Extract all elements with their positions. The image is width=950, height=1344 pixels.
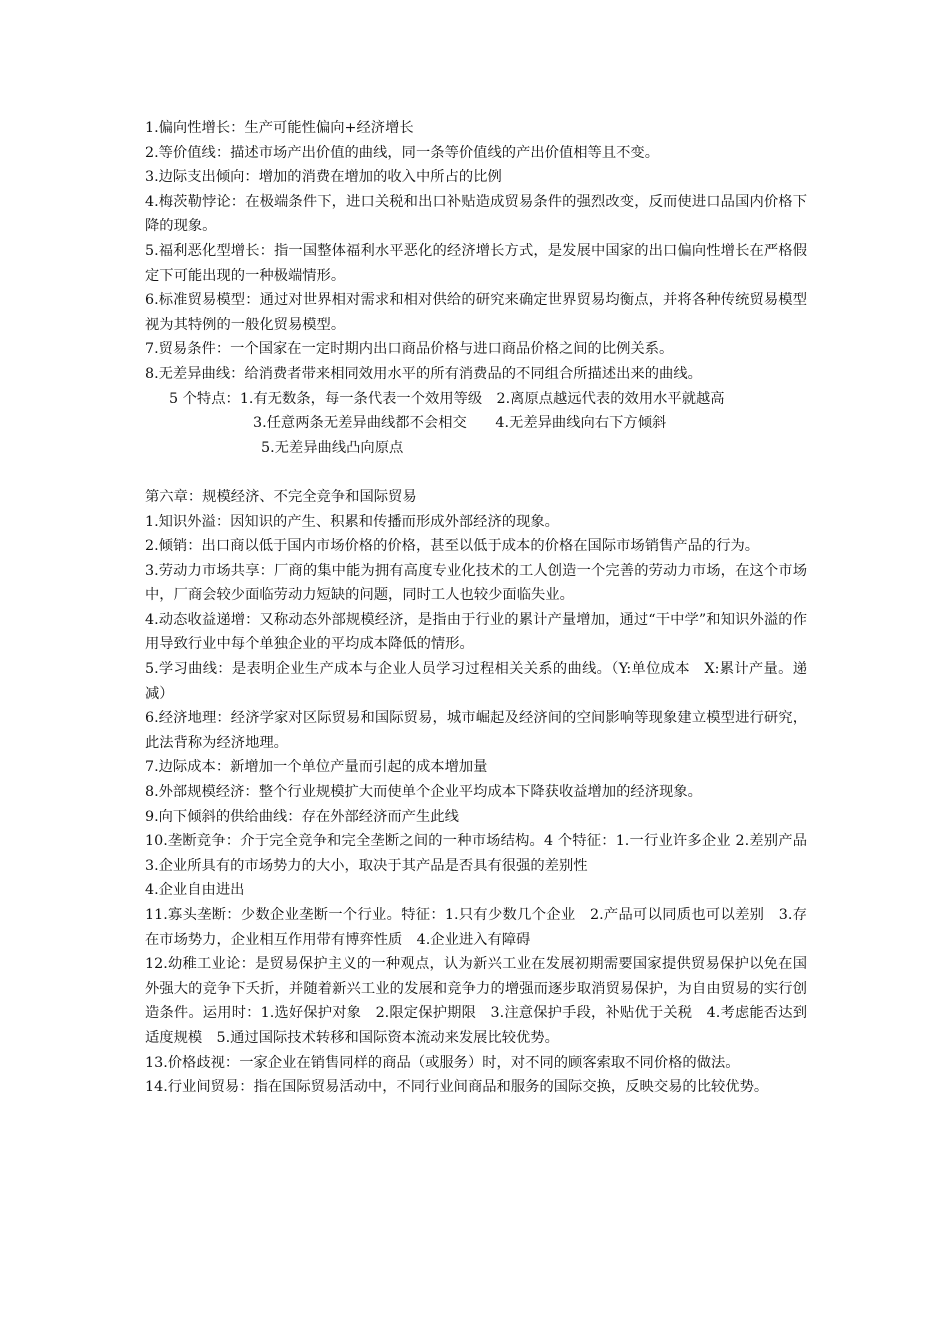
document-body	[145, 116, 822, 1100]
term-item: 5.福利恶化型增长：指一国整体福利水平恶化的经济增长方式，是发展中国家的出口偏向性增长在严格假定下可能出现的一种极端情形。	[145, 242, 807, 284]
features-line-2: 3.任意两条无差异曲线都不会相交 4.无差异曲线向右下方倾斜	[253, 415, 667, 432]
term-item: 1.偏向性增长：生产可能性偏向+经济增长	[145, 120, 414, 136]
term-item: 8.无差异曲线：给消费者带来相同效用水平的所有消费品的不同组合所描述出来的曲线。	[145, 365, 702, 382]
term-item: 13.价格歧视：一家企业在销售同样的商品（或服务）时，对不同的顾客索取不同价格的做法。	[145, 1054, 740, 1071]
chapter-title: 第六章：规模经济、不完全竞争和国际贸易	[145, 488, 417, 505]
term-item: 7.贸易条件：一个国家在一定时期内出口商品价格与进口商品价格之间的比例关系。	[145, 341, 674, 358]
term-item: 6.标准贸易模型：通过对世界相对需求和相对供给的研究来确定世界贸易均衡点，并将各种传统贸易模型视为其特例的一般化贸易模型。	[145, 292, 807, 333]
term-item: 11.寡头垄断：少数企业垄断一个行业。特征：1.只有少数几个企业 2.产品可以同质也可以差别 3.存在市场势力，企业相互作用带有博弈性质 4.企业进入有障碍	[145, 907, 807, 948]
term-item: 6.经济地理：经济学家对区际贸易和国际贸易，城市崛起及经济间的空间影响等现象建立模型进行研究，此法背称为经济地理。	[145, 710, 807, 751]
term-item: 2.等价值线：描述市场产出价值的曲线，同一条等价值线的产出价值相等且不变。	[145, 144, 660, 161]
term-item: 4.梅茨勒悖论：在极端条件下，进口关税和出口补贴造成贸易条件的强烈改变，反而使进口品国内价格下降的现象。	[145, 193, 807, 235]
term-item: 8.外部规模经济：整个行业规模扩大而使单个企业平均成本下降获收益增加的经济现象。	[145, 784, 702, 801]
term-item: 14.行业间贸易：指在国际贸易活动中，不同行业间商品和服务的国际交换，反映交易的比较优势。	[145, 1079, 769, 1096]
section-gap	[145, 460, 807, 485]
term-item: 3.劳动力市场共享：厂商的集中能为拥有高度专业化技术的工人创造一个完善的劳动力市场，在这个市场中，厂商会较少面临劳动力短缺的问题，同时工人也较少面临失业。	[145, 562, 807, 604]
features-line-3: 5.无差异曲线凸向原点	[261, 439, 404, 456]
term-item: 12.幼稚工业论：是贸易保护主义的一种观点，认为新兴工业在发展初期需要国家提供贸易保护以免在国外强大的竞争下夭折，并随着新兴工业的发展和竞争力的增强而逐步取消贸易保护，为自由贸易的实行创造条件。运用时：1.选好保护对象 2.限定保护期限 3.注意保护手段，补贴优于关税 4.考虑能否达到适度规模 5.通过国际技术转移和国际资本流动来发展比较优势。	[145, 956, 807, 1046]
term-item: 5.学习曲线：是表明企业生产成本与企业人员学习过程相关关系的曲线。（Y:单位成本 X:累计产量。递减）	[145, 661, 807, 702]
term-item: 10.垄断竞争：介于完全竞争和完全垄断之间的一种市场结构。4 个特征：1.一行业许多企业 2.差别产品 3.企业所具有的市场势力的大小，取决于其产品是否具有很强的差别性	[145, 833, 822, 874]
term-item: 3.边际支出倾向：增加的消费在增加的收入中所占的比例	[145, 169, 502, 186]
term-item: 7.边际成本：新增加一个单位产量而引起的成本增加量	[145, 759, 488, 776]
features-line-1: 5 个特点：1.有无数条，每一条代表一个效用等级 2.离原点越远代表的效用水平就越高	[169, 390, 725, 407]
term-item: 4.动态收益递增：又称动态外部规模经济，是指由于行业的累计产量增加，通过“干中学”和知识外溢的作用导致行业中每个单独企业的平均成本降低的情形。	[145, 611, 807, 653]
term-item-continuation: 4.企业自由进出	[145, 882, 245, 899]
term-item: 9.向下倾斜的供给曲线：存在外部经济而产生此线	[145, 808, 459, 825]
term-item: 2.倾销：出口商以低于国内市场价格的价格，甚至以低于成本的价格在国际市场销售产品的行为。	[145, 538, 760, 555]
term-item: 1.知识外溢：因知识的产生、积累和传播而形成外部经济的现象。	[145, 513, 559, 530]
